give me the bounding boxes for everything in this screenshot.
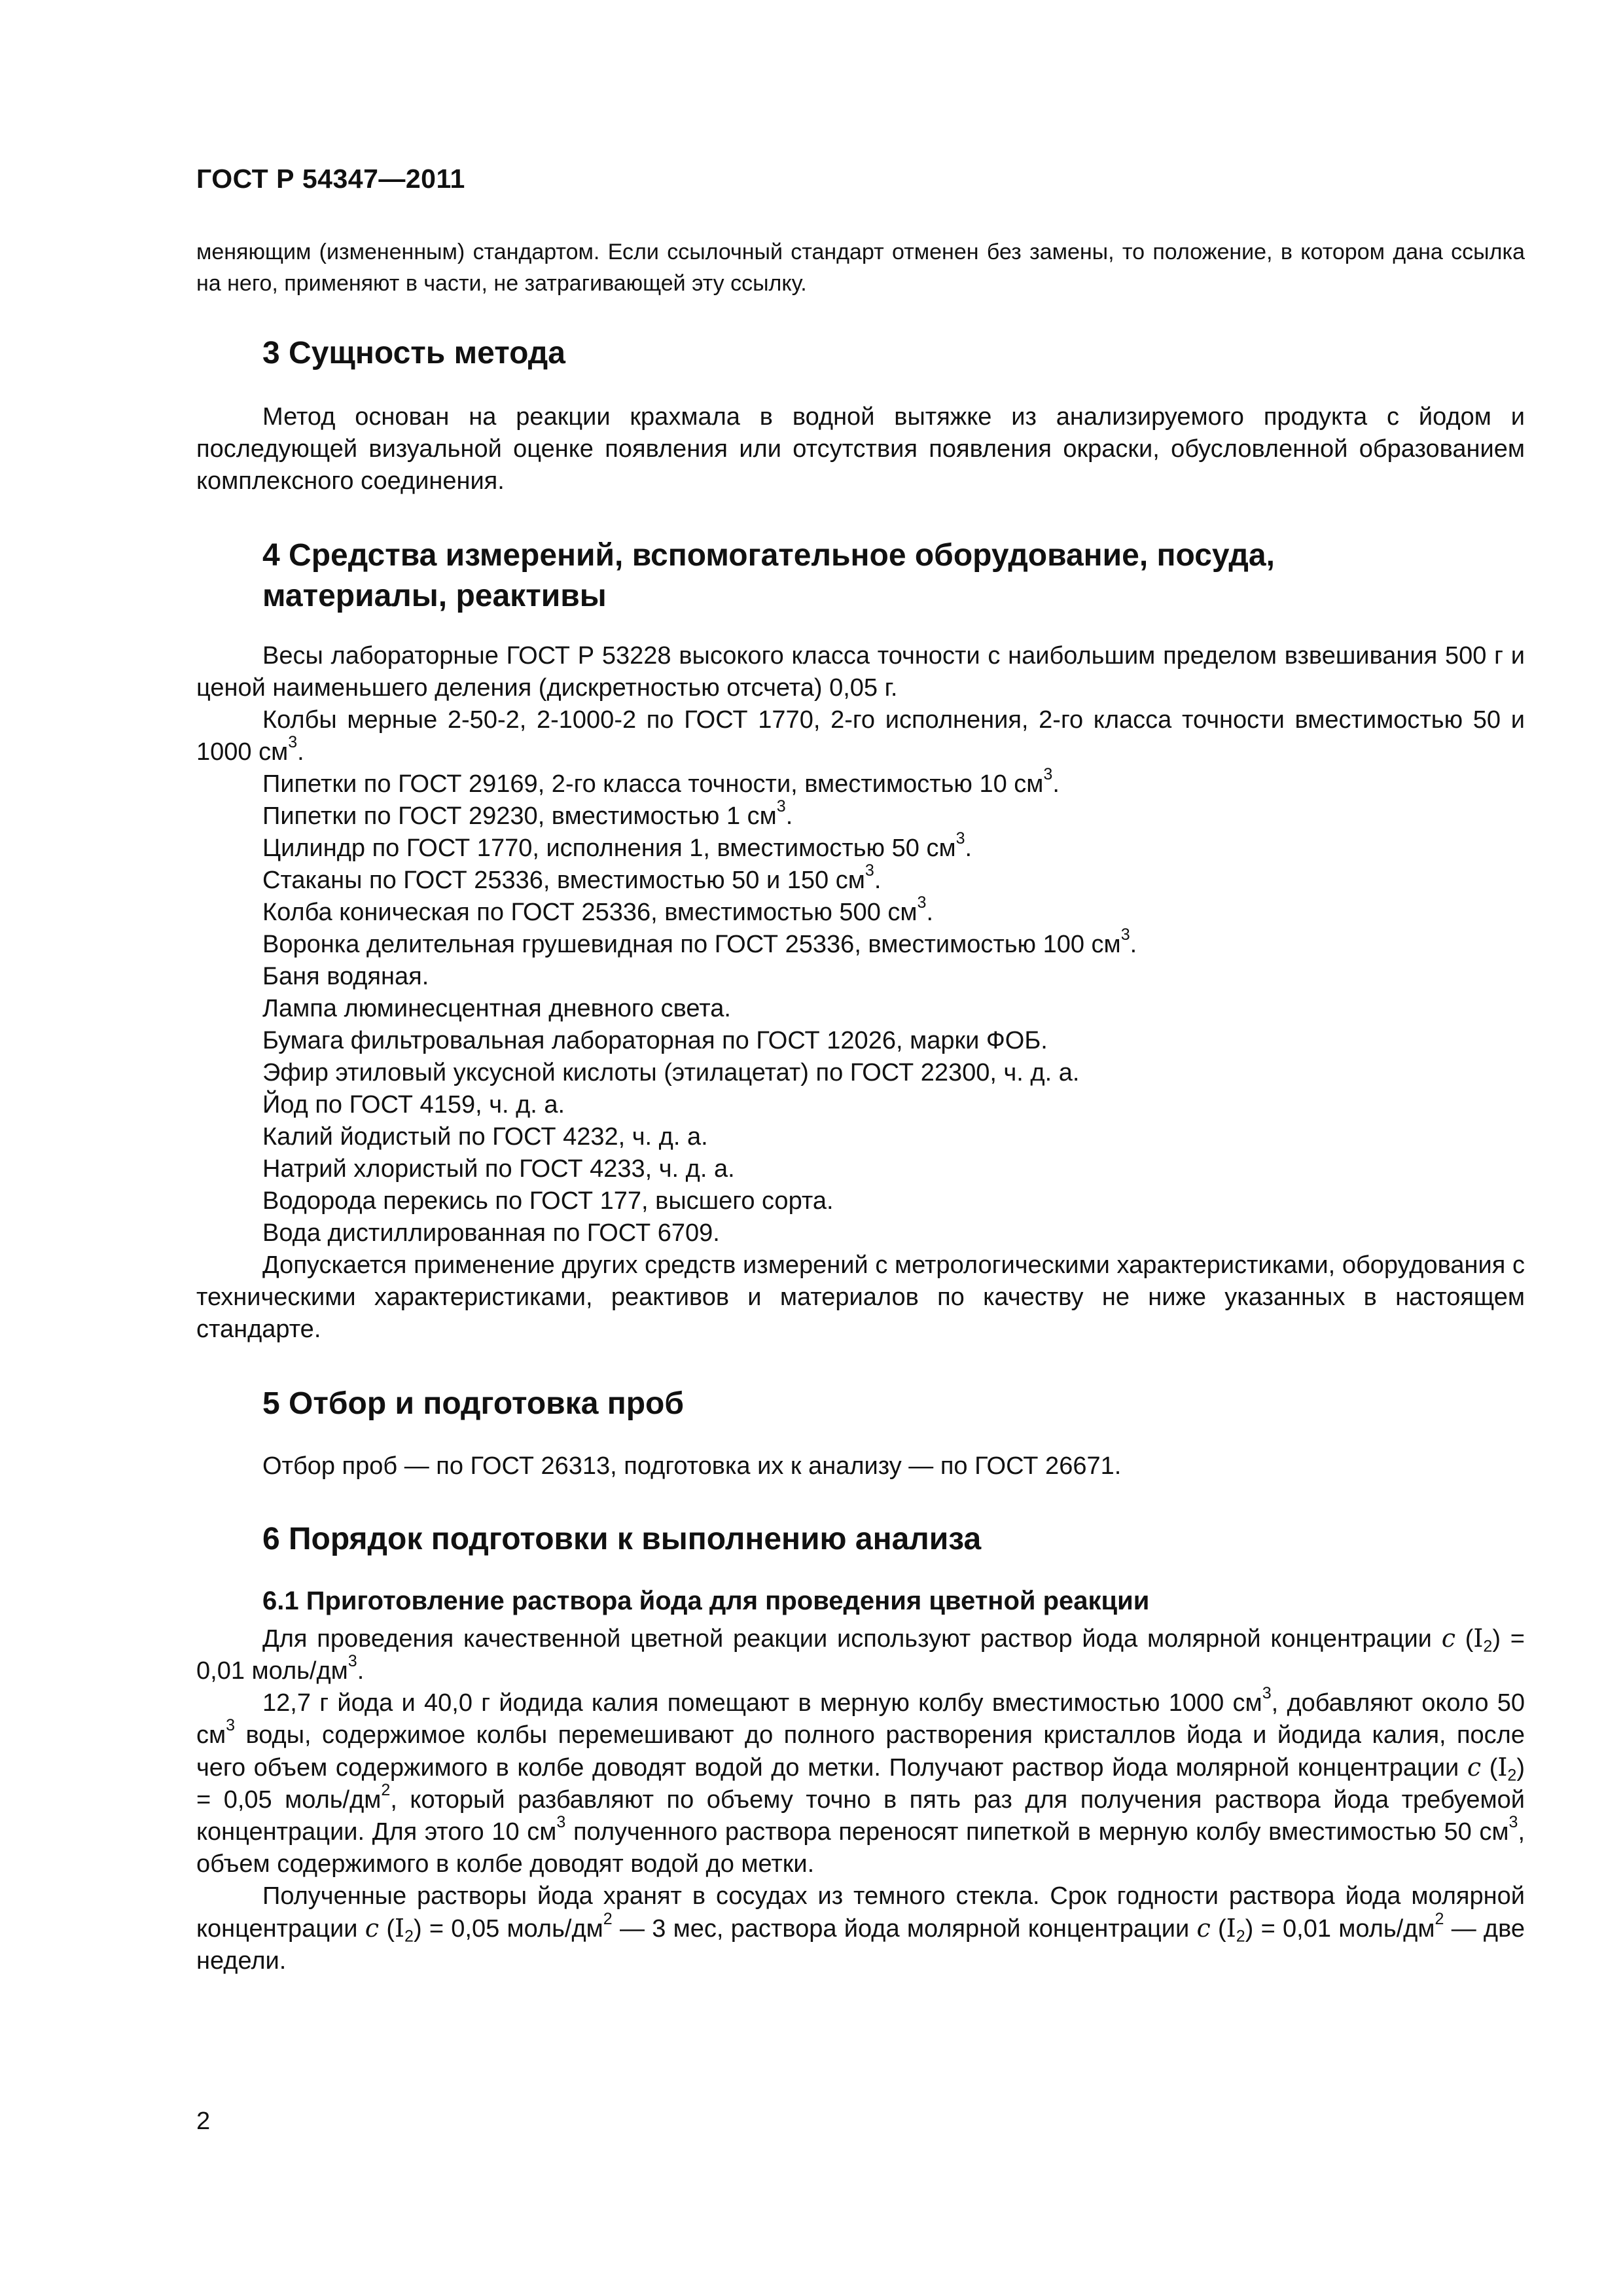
equipment-item: Вода дистиллированная по ГОСТ 6709. (262, 1219, 720, 1247)
section-4-title (196, 535, 1525, 617)
section-3-text: Метод основан на реакции крахмала в водной вытяжке из анализируемого продукта с йодом и последующей визуальной оценке появления или отсутствия появления окраски, обусловленной образованием комплексного соединения. (196, 403, 1525, 495)
equipment-item: Йод по ГОСТ 4159, ч. д. а. (262, 1091, 565, 1119)
section-6-paragraph: Полученные растворы йода хранят в сосудах из темного стекла. Срок годности раствора йода молярной концентрации c $(I_2) = 0,05$ моль/$дм^2$ — 3 мес, раствора йода молярной концентрации c $(I_2) = 0,01$ моль/$дм^2$ — две недели. (196, 1882, 1525, 1975)
subsection-6-1-title: 6.1 Приготовление раствора йода для проведения цветной реакции (262, 1587, 1150, 1615)
section-6-paragraph: 12,7 г йода и 40,0 г йодида калия помещают в мерную колбу вместимостью 1000 $см^3$, добавляют около 50 $см^3$ воды, содержимое колбы перемешивают до полного растворения кристаллов йода и йодида калия, после чего объем содержимого в колбе доводят водой до метки. Получают раствор йода молярной концентрации c $(I_2) = 0,05$ моль/$дм^2$, который разбавляют по объему точно в пять раз для получения раствора йода требуемой концентрации. Для этого 10 $см^3$ полученного раствора переносят пипеткой в мерную колбу вместимостью 50 $см^3$, объем содержимого в колбе доводят водой до метки. (196, 1684, 1525, 1878)
equipment-item: Воронка делительная грушевидная по ГОСТ 25336, вместимостью 100 $см^3$. (262, 925, 1137, 958)
equipment-item: Колбы мерные 2-50-2, 2-1000-2 по ГОСТ 1770, 2-го исполнения, 2-го класса точности вместимостью 50 и 1000 $см^3$. (196, 706, 1525, 766)
equipment-item: Бумага фильтровальная лабораторная по ГОСТ 12026, марки ФОБ. (262, 1027, 1048, 1054)
equipment-item: Калий йодистый по ГОСТ 4232, ч. д. а. (262, 1123, 708, 1151)
document-page (196, 164, 1525, 1977)
section-6-paragraph: Для проведения качественной цветной реакции используют раствор йода молярной концентрации c $(I_2) = 0,01$ моль/$дм^3$. (196, 1624, 1525, 1685)
section-4-note: Допускается применение других средств измерений с метрологическими характеристиками, оборудования с техническими характеристиками, реактивов и материалов по качеству не ниже указанных в настоящем стандарте. (196, 1251, 1525, 1343)
equipment-item: Пипетки по ГОСТ 29230, вместимостью 1 $см^3$. (262, 797, 793, 830)
equipment-item: Весы лабораторные ГОСТ Р 53228 высокого класса точности с наибольшим пределом взвешивания 500 г и ценой наименьшего деления (дискретностью отсчета) 0,05 г. (196, 642, 1525, 702)
section-4-title-line1: 4 Средства измерений, вспомогательное оборудование, посуда, (262, 538, 1275, 573)
equipment-item: Водорода перекись по ГОСТ 177, высшего сорта. (262, 1187, 834, 1215)
document-header: ГОСТ Р 54347—2011 (196, 164, 465, 194)
intro-paragraph: меняющим (измененным) стандартом. Если ссылочный стандарт отменен без замены, то положение, в котором дана ссылка на него, применяют в части, не затрагивающей эту ссылку. (196, 240, 1525, 296)
equipment-item: Пипетки по ГОСТ 29169, 2-го класса точности, вместимостью 10 $см^3$. (262, 765, 1060, 798)
section-5-text: Отбор проб — по ГОСТ 26313, подготовка их к анализу — по ГОСТ 26671. (262, 1452, 1122, 1480)
section-4-title-line2: материалы, реактивы (262, 579, 607, 613)
section-6-title: 6 Порядок подготовки к выполнению анализа (262, 1522, 982, 1556)
equipment-item: Эфир этиловый уксусной кислоты (этилацетат) по ГОСТ 22300, ч. д. а. (262, 1059, 1080, 1086)
equipment-item: Баня водяная. (262, 963, 429, 990)
equipment-item: Натрий хлористый по ГОСТ 4233, ч. д. а. (262, 1155, 735, 1183)
equipment-item: Лампа люминесцентная дневного света. (262, 995, 731, 1022)
equipment-item: Колба коническая по ГОСТ 25336, вместимостью 500 $см^3$. (262, 893, 934, 926)
equipment-item: Цилиндр по ГОСТ 1770, исполнения 1, вместимостью 50 $см^3$. (262, 829, 972, 862)
page-number: 2 (196, 2108, 211, 2135)
section-5-title: 5 Отбор и подготовка проб (262, 1386, 685, 1421)
equipment-item: Стаканы по ГОСТ 25336, вместимостью 50 и 150 $см^3$. (262, 861, 882, 894)
section-3-title: 3 Сущность метода (262, 336, 565, 370)
